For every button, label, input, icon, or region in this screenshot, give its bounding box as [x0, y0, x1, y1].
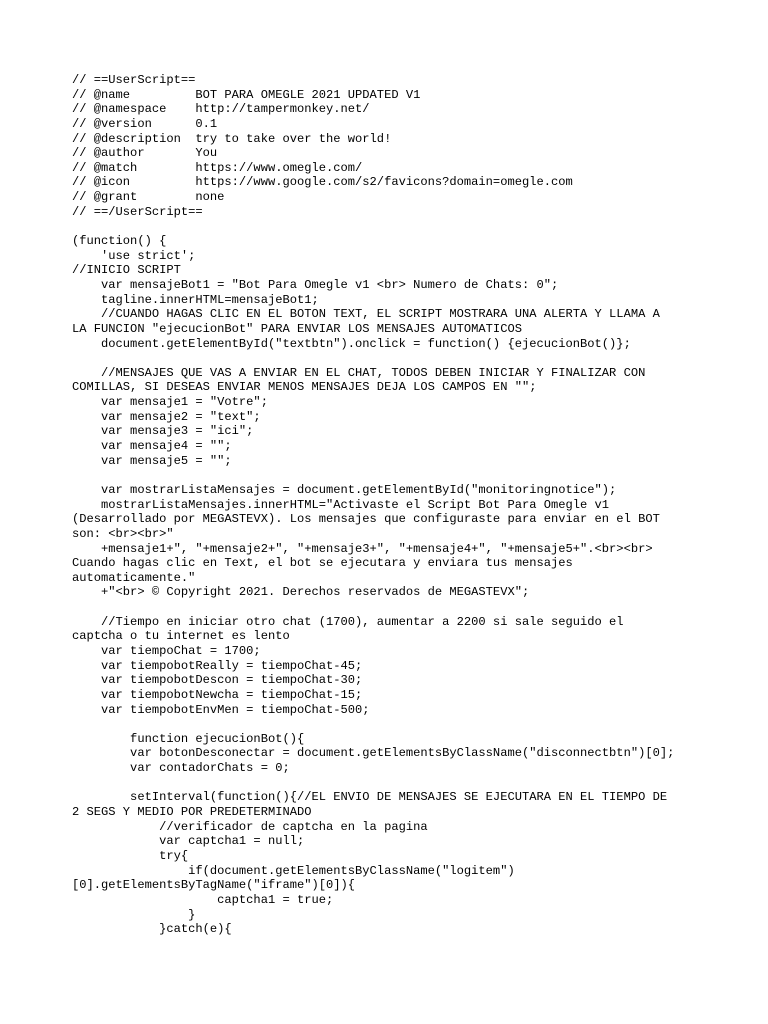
code-line: var botonDesconectar = document.getElementsByClassName("disconnectbtn")[0]; — [72, 746, 675, 761]
code-line: // @grant none — [72, 190, 225, 205]
code-line: //INICIO SCRIPT — [72, 263, 181, 278]
code-line: var tiempobotDescon = tiempoChat-30; — [72, 673, 363, 688]
code-line: if(document.getElementsByClassName("logitem") — [72, 863, 515, 878]
code-line: captcha1 = true; — [72, 892, 334, 907]
code-line: var mensaje1 = "Votre"; — [72, 395, 268, 410]
code-line — [72, 600, 696, 615]
code-line: setInterval(function(){//EL ENVIO DE MENSAJES SE EJECUTARA EN EL TIEMPO DE — [72, 790, 668, 805]
code-line: automaticamente." — [72, 570, 196, 585]
code-line: //MENSAJES QUE VAS A ENVIAR EN EL CHAT, TODOS DEBEN INICIAR Y FINALIZAR CON — [72, 365, 646, 380]
code-line: var mensaje4 = ""; — [72, 439, 232, 454]
code-line: var tiempobotReally = tiempoChat-45; — [72, 658, 363, 673]
code-line: }catch(e){ — [72, 922, 232, 937]
code-line: // ==UserScript== — [72, 73, 196, 87]
code-line: // @version 0.1 — [72, 116, 218, 131]
code-line — [72, 351, 696, 366]
code-line: (Desarrollado por MEGASTEVX). Los mensajes que configuraste para enviar en el BOT — [72, 512, 660, 527]
code-line: var tiempobotEnvMen = tiempoChat-500; — [72, 702, 370, 717]
code-line: //verificador de captcha en la pagina — [72, 819, 428, 834]
code-line: var mensaje5 = ""; — [72, 453, 232, 468]
code-line: //CUANDO HAGAS CLIC EN EL BOTON TEXT, EL SCRIPT MOSTRARA UNA ALERTA Y LLAMA A — [72, 307, 660, 322]
code-line: COMILLAS, SI DESEAS ENVIAR MENOS MENSAJES DEJA LOS CAMPOS EN ""; — [72, 380, 537, 395]
code-line: var contadorChats = 0; — [72, 761, 290, 776]
code-line: [0].getElementsByTagName("iframe")[0]){ — [72, 878, 356, 893]
code-line — [72, 717, 696, 732]
code-line: // @namespace http://tampermonkey.net/ — [72, 102, 370, 117]
code-line: mostrarListaMensajes.innerHTML="Activaste el Script Bot Para Omegle v1 — [72, 497, 610, 512]
code-line: //Tiempo en iniciar otro chat (1700), aumentar a 2200 si sale seguido el — [72, 614, 624, 629]
userscript-code-listing — [72, 73, 696, 937]
code-line: (function() { — [72, 234, 167, 249]
code-line: var mostrarListaMensajes = document.getElementById("monitoringnotice"); — [72, 482, 617, 497]
code-line — [72, 219, 696, 234]
code-line: } — [72, 907, 196, 922]
code-line: 2 SEGS Y MEDIO POR PREDETERMINADO — [72, 805, 312, 820]
code-line: var captcha1 = null; — [72, 834, 305, 849]
code-line: // @description try to take over the world! — [72, 131, 392, 146]
code-line: +"<br> © Copyright 2021. Derechos reservados de MEGASTEVX"; — [72, 585, 530, 600]
code-line: tagline.innerHTML=mensajeBot1; — [72, 292, 319, 307]
code-line: // @icon https://www.google.com/s2/favicons?domain=omegle.com — [72, 175, 573, 190]
code-line: // @name BOT PARA OMEGLE 2021 UPDATED V1 — [72, 87, 421, 102]
code-line: // ==/UserScript== — [72, 204, 203, 219]
code-line: 'use strict'; — [72, 248, 196, 263]
code-line: captcha o tu internet es lento — [72, 629, 290, 644]
code-line: try{ — [72, 848, 189, 863]
code-line: var mensaje3 = "ici"; — [72, 424, 254, 439]
code-line: function ejecucionBot(){ — [72, 731, 305, 746]
code-line: son: <br><br>" — [72, 526, 174, 541]
code-line — [72, 776, 696, 791]
code-line: +mensaje1+", "+mensaje2+", "+mensaje3+", "+mensaje4+", "+mensaje5+".<br><br> — [72, 541, 653, 556]
code-line: // @match https://www.omegle.com/ — [72, 160, 363, 175]
code-line: var mensajeBot1 = "Bot Para Omegle v1 <br> Numero de Chats: 0"; — [72, 277, 559, 292]
code-line: var tiempoChat = 1700; — [72, 643, 261, 658]
code-line: LA FUNCION "ejecucionBot" PARA ENVIAR LOS MENSAJES AUTOMATICOS — [72, 321, 522, 336]
code-line: var tiempobotNewcha = tiempoChat-15; — [72, 687, 363, 702]
code-line: document.getElementById("textbtn").onclick = function() {ejecucionBot()}; — [72, 336, 631, 351]
code-line: Cuando hagas clic en Text, el bot se ejecutara y enviara tus mensajes — [72, 556, 573, 571]
code-line — [72, 468, 696, 483]
code-line: var mensaje2 = "text"; — [72, 409, 261, 424]
code-line: // @author You — [72, 146, 218, 161]
